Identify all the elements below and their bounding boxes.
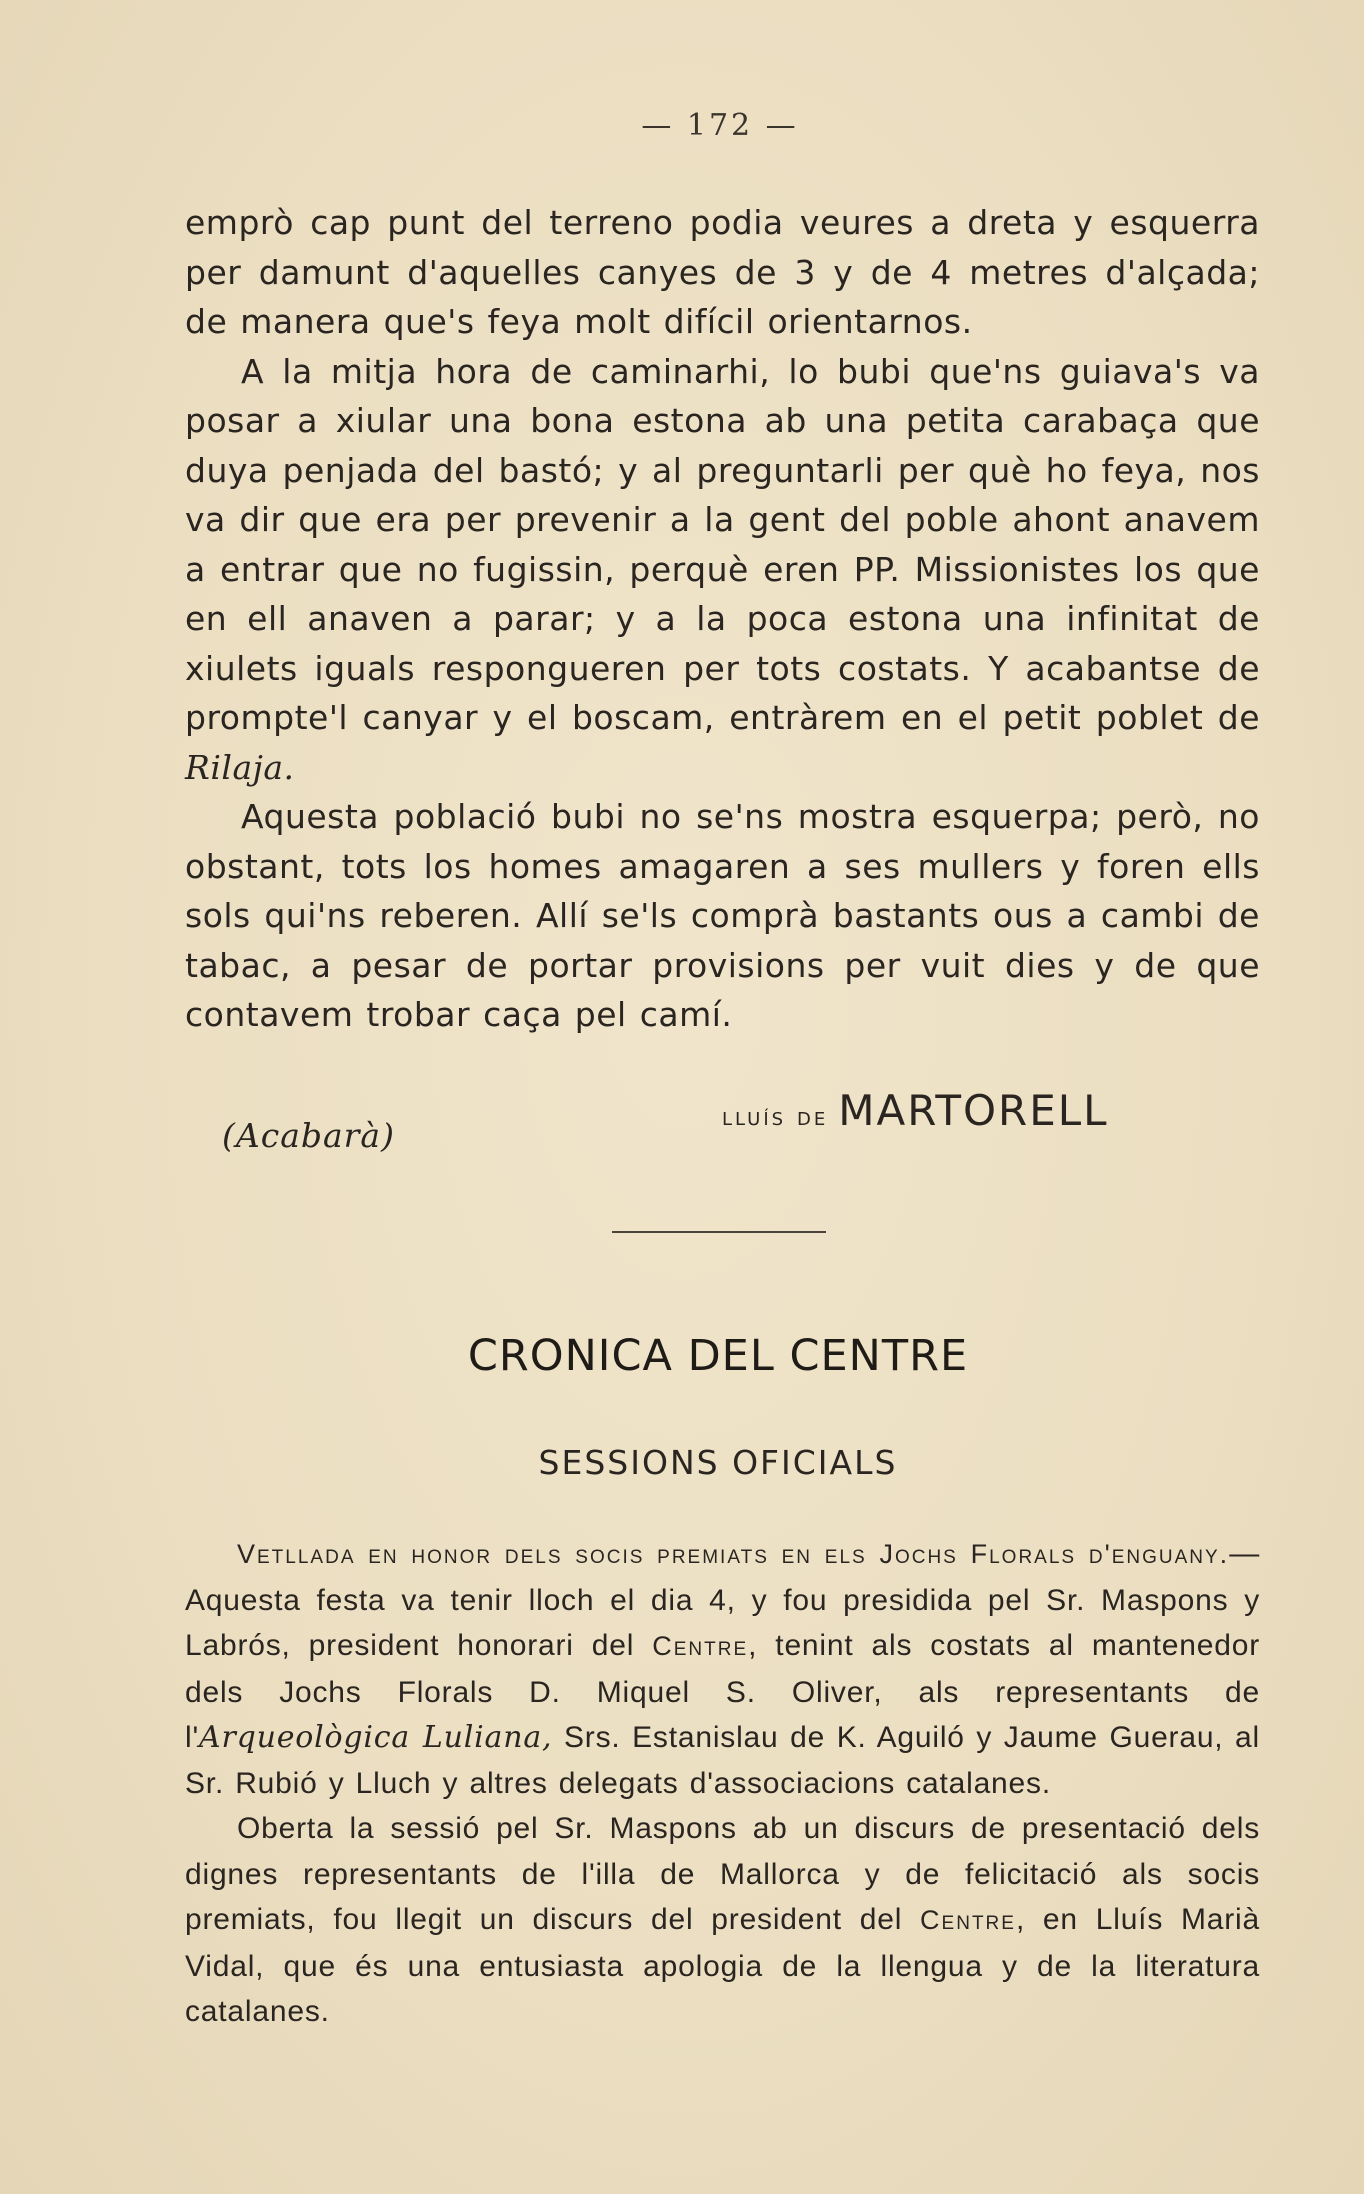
section-title: CRONICA DEL CENTRE <box>467 1331 969 1381</box>
to-be-continued: (Acabarà) <box>222 1116 395 1155</box>
chronicle-text: Srs. Estanislau de K. Aguiló y Jaume Guerau, al Sr. Rubió y Lluch y altres delegats d'associacions catalanes. <box>185 1721 1260 1800</box>
chronicle-text: — Aquesta festa va tenir lloch el dia 4, y fou presidida pel Sr. Maspons y Labrós, president honorari del <box>185 1537 1260 1662</box>
society-name: Arqueològica Luliana, <box>199 1720 553 1755</box>
centre-name: Centre <box>652 1631 749 1661</box>
paragraph-2 <box>185 347 1260 793</box>
chronicle-text: , tenint als costats al mantenedor dels Jochs Florals D. Miquel S. Oliver, als representants de l' <box>185 1629 1260 1754</box>
place-name: Rilaja. <box>185 747 295 787</box>
page-number: — 172 — <box>641 108 799 143</box>
paragraph-2-text: A la mitja hora de caminarhi, lo bubi que'ns guiava's va posar a xiular una bona estona ab una petita carabaça que duya penjada del bastó; y al preguntarli per què ho feya, nos va dir que era per prevenir a la gent del poble ahont anavem a entrar que no fugissin, perquè eren PP. Missionistes los que en ell anaven a parar; y a la poca estona una infinitat de xiulets iguals respongueren per tots costats. Y acabantse de prompte'l canyar y el boscam, entràrem en el petit poblet de <box>185 351 1260 737</box>
chronicle-text: , en Lluís Marià Vidal, que és una entusiasta apologia de la llengua y de la literatura catalanes. <box>185 1903 1260 2028</box>
paragraph-1: emprò cap punt del terreno podia veures a dreta y esquerra per damunt d'aquelles canyes de 3 y de 4 metres d'alçada; de manera que's feya molt difícil orientarnos. <box>185 203 1260 341</box>
subsection-title: SESSIONS OFICIALS <box>538 1443 898 1482</box>
signature-name: MARTORELL <box>838 1086 1109 1135</box>
chronicle-paragraph-2 <box>185 1806 1260 2035</box>
session-heading: Vetllada en honor dels socis premiats en els Jochs Florals d'enguany. <box>237 1539 1230 1569</box>
signature-prefix: lluís de <box>722 1102 829 1131</box>
paragraph-3: Aquesta població bubi no se'ns mostra esquerpa; però, no obstant, tots los homes amagaren a ses mullers y foren ells sols qui'ns reberen. Allí se'ls comprà bastants ous a cambi de tabac, a pesar de portar provisions per vuit dies y de que contavem trobar caça pel camí. <box>185 797 1260 1034</box>
chronicle-body <box>185 1531 1260 2035</box>
chronicle-paragraph-1 <box>185 1531 1260 1806</box>
chronicle-text: Oberta la sessió pel Sr. Maspons ab un discurs de presentació dels dignes representants de l'illa de Mallorca y de felicitació als socis premiats, fou llegit un discurs del president del <box>185 1812 1260 1936</box>
article-body <box>185 198 1260 1040</box>
section-divider <box>612 1231 826 1233</box>
author-signature <box>722 1086 1109 1135</box>
centre-name: Centre <box>920 1905 1016 1935</box>
